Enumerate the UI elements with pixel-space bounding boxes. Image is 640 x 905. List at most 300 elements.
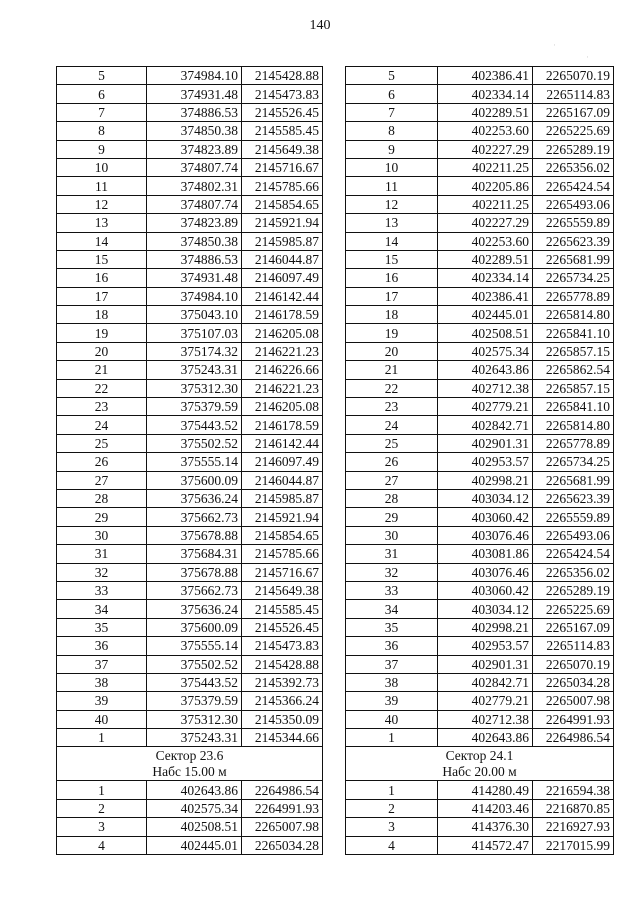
y-coordinate-cell: 2145649.38: [242, 581, 323, 599]
y-coordinate-cell: 2265007.98: [242, 818, 323, 836]
point-number-cell: 38: [57, 673, 147, 691]
point-number-cell: 19: [57, 324, 147, 342]
table-row: [346, 618, 614, 636]
table-row: [57, 361, 323, 379]
table-row: [57, 379, 323, 397]
y-coordinate-cell: 2216927.93: [533, 818, 614, 836]
table-row: [346, 287, 614, 305]
y-coordinate-cell: 2145473.83: [242, 637, 323, 655]
y-coordinate-cell: 2146205.08: [242, 398, 323, 416]
x-coordinate-cell: 375600.09: [147, 471, 242, 489]
y-coordinate-cell: 2265070.19: [533, 655, 614, 673]
point-number-cell: 16: [57, 269, 147, 287]
table-row: [57, 67, 323, 85]
table-row: [346, 836, 614, 854]
x-coordinate-cell: 374931.48: [147, 269, 242, 287]
point-number-cell: 1: [346, 781, 438, 799]
y-coordinate-cell: 2146142.44: [242, 287, 323, 305]
y-coordinate-cell: 2265356.02: [533, 158, 614, 176]
table-row: [57, 324, 323, 342]
point-number-cell: 38: [346, 673, 438, 691]
table-row: [346, 416, 614, 434]
page-number: 140: [309, 18, 331, 33]
x-coordinate-cell: 402508.51: [147, 818, 242, 836]
point-number-cell: 25: [57, 434, 147, 452]
table-row: [57, 673, 323, 691]
y-coordinate-cell: 2265857.15: [533, 379, 614, 397]
point-number-cell: 33: [346, 581, 438, 599]
y-coordinate-cell: 2145649.38: [242, 140, 323, 158]
point-number-cell: 24: [57, 416, 147, 434]
y-coordinate-cell: 2265814.80: [533, 416, 614, 434]
point-number-cell: 32: [57, 563, 147, 581]
point-number-cell: 18: [57, 306, 147, 324]
y-coordinate-cell: 2146221.23: [242, 379, 323, 397]
sector-title: Сектор 23.6: [155, 747, 224, 763]
table-row: [346, 545, 614, 563]
x-coordinate-cell: 402508.51: [438, 324, 533, 342]
table-row: [57, 710, 323, 728]
y-coordinate-cell: 2217015.99: [533, 836, 614, 854]
x-coordinate-cell: 375555.14: [147, 637, 242, 655]
table-row: [346, 434, 614, 452]
y-coordinate-cell: 2265225.69: [533, 122, 614, 140]
y-coordinate-cell: 2265289.19: [533, 140, 614, 158]
x-coordinate-cell: 375600.09: [147, 618, 242, 636]
x-coordinate-cell: 403076.46: [438, 526, 533, 544]
x-coordinate-cell: 403076.46: [438, 563, 533, 581]
y-coordinate-cell: 2145526.45: [242, 103, 323, 121]
x-coordinate-cell: 414203.46: [438, 799, 533, 817]
table-row: [57, 269, 323, 287]
x-coordinate-cell: 374984.10: [147, 287, 242, 305]
y-coordinate-cell: 2216870.85: [533, 799, 614, 817]
table-row: [57, 250, 323, 268]
table-row: [346, 158, 614, 176]
sector-height: Набс 15.00 м: [152, 763, 227, 779]
table-row: [346, 177, 614, 195]
x-coordinate-cell: 402211.25: [438, 195, 533, 213]
y-coordinate-cell: 2265167.09: [533, 103, 614, 121]
x-coordinate-cell: 375174.32: [147, 342, 242, 360]
y-coordinate-cell: 2265034.28: [533, 673, 614, 691]
point-number-cell: 27: [346, 471, 438, 489]
x-coordinate-cell: 375555.14: [147, 453, 242, 471]
point-number-cell: 3: [346, 818, 438, 836]
x-coordinate-cell: 403034.12: [438, 489, 533, 507]
table-row: [346, 781, 614, 799]
point-number-cell: 9: [57, 140, 147, 158]
scan-speck: ·: [586, 52, 589, 62]
point-number-cell: 17: [57, 287, 147, 305]
y-coordinate-cell: 2146178.59: [242, 416, 323, 434]
x-coordinate-cell: 402227.29: [438, 214, 533, 232]
x-coordinate-cell: 375043.10: [147, 306, 242, 324]
table-row: [346, 471, 614, 489]
point-number-cell: 2: [346, 799, 438, 817]
table-row: [57, 545, 323, 563]
table-row: [57, 453, 323, 471]
x-coordinate-cell: 375678.88: [147, 526, 242, 544]
y-coordinate-cell: 2265167.09: [533, 618, 614, 636]
x-coordinate-cell: 375243.31: [147, 729, 242, 747]
sector-header-row: [57, 747, 323, 781]
x-coordinate-cell: 402643.86: [438, 361, 533, 379]
table-row: [57, 637, 323, 655]
point-number-cell: 4: [57, 836, 147, 854]
table-row: [346, 818, 614, 836]
x-coordinate-cell: 402901.31: [438, 434, 533, 452]
point-number-cell: 25: [346, 434, 438, 452]
y-coordinate-cell: 2265841.10: [533, 324, 614, 342]
x-coordinate-cell: 402643.86: [438, 729, 533, 747]
y-coordinate-cell: 2265289.19: [533, 581, 614, 599]
y-coordinate-cell: 2264991.93: [533, 710, 614, 728]
point-number-cell: 14: [346, 232, 438, 250]
point-number-cell: 12: [346, 195, 438, 213]
point-number-cell: 9: [346, 140, 438, 158]
table-row: [57, 600, 323, 618]
y-coordinate-cell: 2265007.98: [533, 692, 614, 710]
point-number-cell: 28: [57, 489, 147, 507]
x-coordinate-cell: 402998.21: [438, 618, 533, 636]
table-row: [57, 416, 323, 434]
point-number-cell: 31: [57, 545, 147, 563]
x-coordinate-cell: 402842.71: [438, 416, 533, 434]
table-row: [57, 581, 323, 599]
table-row: [346, 67, 614, 85]
point-number-cell: 40: [57, 710, 147, 728]
x-coordinate-cell: 402643.86: [147, 781, 242, 799]
x-coordinate-cell: 402998.21: [438, 471, 533, 489]
table-row: [57, 508, 323, 526]
table-row: [57, 287, 323, 305]
table-row: [346, 692, 614, 710]
point-number-cell: 4: [346, 836, 438, 854]
point-number-cell: 22: [346, 379, 438, 397]
y-coordinate-cell: 2145585.45: [242, 600, 323, 618]
table-row: [57, 122, 323, 140]
y-coordinate-cell: 2265114.83: [533, 637, 614, 655]
x-coordinate-cell: 402334.14: [438, 269, 533, 287]
x-coordinate-cell: 375312.30: [147, 710, 242, 728]
x-coordinate-cell: 375312.30: [147, 379, 242, 397]
x-coordinate-cell: 414280.49: [438, 781, 533, 799]
x-coordinate-cell: 375502.52: [147, 434, 242, 452]
table-row: [346, 453, 614, 471]
x-coordinate-cell: 374807.74: [147, 158, 242, 176]
table-row: [346, 581, 614, 599]
y-coordinate-cell: 2145428.88: [242, 67, 323, 85]
y-coordinate-cell: 2145473.83: [242, 85, 323, 103]
point-number-cell: 32: [346, 563, 438, 581]
x-coordinate-cell: 402953.57: [438, 453, 533, 471]
table-row: [57, 158, 323, 176]
table-row: [57, 140, 323, 158]
sector-header-cell: [57, 747, 323, 781]
x-coordinate-cell: 402575.34: [147, 799, 242, 817]
point-number-cell: 10: [346, 158, 438, 176]
point-number-cell: 6: [346, 85, 438, 103]
point-number-cell: 12: [57, 195, 147, 213]
x-coordinate-cell: 375379.59: [147, 692, 242, 710]
y-coordinate-cell: 2265814.80: [533, 306, 614, 324]
point-number-cell: 33: [57, 581, 147, 599]
y-coordinate-cell: 2265681.99: [533, 250, 614, 268]
y-coordinate-cell: 2145716.67: [242, 563, 323, 581]
point-number-cell: 27: [57, 471, 147, 489]
table-row: [57, 836, 323, 854]
x-coordinate-cell: 402575.34: [438, 342, 533, 360]
x-coordinate-cell: 374850.38: [147, 232, 242, 250]
point-number-cell: 1: [57, 781, 147, 799]
y-coordinate-cell: 2265778.89: [533, 287, 614, 305]
table-row: [57, 398, 323, 416]
point-number-cell: 15: [57, 250, 147, 268]
table-row: [346, 398, 614, 416]
y-coordinate-cell: 2264986.54: [533, 729, 614, 747]
y-coordinate-cell: 2265623.39: [533, 489, 614, 507]
point-number-cell: 10: [57, 158, 147, 176]
table-row: [346, 140, 614, 158]
table-row: [57, 655, 323, 673]
y-coordinate-cell: 2265424.54: [533, 545, 614, 563]
point-number-cell: 39: [57, 692, 147, 710]
point-number-cell: 1: [57, 729, 147, 747]
y-coordinate-cell: 2145716.67: [242, 158, 323, 176]
y-coordinate-cell: 2216594.38: [533, 781, 614, 799]
table-row: [57, 489, 323, 507]
point-number-cell: 34: [346, 600, 438, 618]
table-row: [346, 306, 614, 324]
point-number-cell: 20: [57, 342, 147, 360]
x-coordinate-cell: 402289.51: [438, 103, 533, 121]
point-number-cell: 18: [346, 306, 438, 324]
point-number-cell: 28: [346, 489, 438, 507]
table-row: [346, 489, 614, 507]
point-number-cell: 36: [346, 637, 438, 655]
y-coordinate-cell: 2265114.83: [533, 85, 614, 103]
table-row: [346, 324, 614, 342]
x-coordinate-cell: 403034.12: [438, 600, 533, 618]
table-row: [346, 232, 614, 250]
table-row: [346, 379, 614, 397]
point-number-cell: 17: [346, 287, 438, 305]
table-row: [346, 673, 614, 691]
table-row: [57, 618, 323, 636]
y-coordinate-cell: 2146044.87: [242, 250, 323, 268]
point-number-cell: 26: [346, 453, 438, 471]
point-number-cell: 8: [346, 122, 438, 140]
point-number-cell: 22: [57, 379, 147, 397]
y-coordinate-cell: 2146178.59: [242, 306, 323, 324]
table-row: [57, 818, 323, 836]
x-coordinate-cell: 374984.10: [147, 67, 242, 85]
x-coordinate-cell: 375678.88: [147, 563, 242, 581]
x-coordinate-cell: 402842.71: [438, 673, 533, 691]
point-number-cell: 30: [346, 526, 438, 544]
table-row: [57, 195, 323, 213]
point-number-cell: 39: [346, 692, 438, 710]
point-number-cell: 13: [346, 214, 438, 232]
y-coordinate-cell: 2145350.09: [242, 710, 323, 728]
x-coordinate-cell: 402901.31: [438, 655, 533, 673]
x-coordinate-cell: 402712.38: [438, 379, 533, 397]
table-row: [346, 214, 614, 232]
table-row: [346, 361, 614, 379]
point-number-cell: 19: [346, 324, 438, 342]
x-coordinate-cell: 402953.57: [438, 637, 533, 655]
table-row: [57, 563, 323, 581]
y-coordinate-cell: 2145785.66: [242, 545, 323, 563]
x-coordinate-cell: 374931.48: [147, 85, 242, 103]
point-number-cell: 8: [57, 122, 147, 140]
point-number-cell: 6: [57, 85, 147, 103]
point-number-cell: 14: [57, 232, 147, 250]
table-row: [57, 729, 323, 747]
sector-header-row: [346, 747, 614, 781]
point-number-cell: 34: [57, 600, 147, 618]
point-number-cell: 15: [346, 250, 438, 268]
y-coordinate-cell: 2265862.54: [533, 361, 614, 379]
sector-height: Набс 20.00 м: [442, 763, 517, 779]
y-coordinate-cell: 2145428.88: [242, 655, 323, 673]
table-row: [57, 471, 323, 489]
x-coordinate-cell: 375662.73: [147, 581, 242, 599]
y-coordinate-cell: 2264986.54: [242, 781, 323, 799]
point-number-cell: 29: [346, 508, 438, 526]
y-coordinate-cell: 2265857.15: [533, 342, 614, 360]
table-row: [57, 526, 323, 544]
x-coordinate-cell: 402712.38: [438, 710, 533, 728]
y-coordinate-cell: 2264991.93: [242, 799, 323, 817]
table-row: [346, 526, 614, 544]
y-coordinate-cell: 2265681.99: [533, 471, 614, 489]
x-coordinate-cell: 403060.42: [438, 508, 533, 526]
x-coordinate-cell: 402779.21: [438, 398, 533, 416]
y-coordinate-cell: 2145921.94: [242, 508, 323, 526]
table-row: [346, 103, 614, 121]
point-number-cell: 36: [57, 637, 147, 655]
x-coordinate-cell: 374850.38: [147, 122, 242, 140]
y-coordinate-cell: 2265070.19: [533, 67, 614, 85]
table-row: [346, 85, 614, 103]
table-row: [346, 729, 614, 747]
x-coordinate-cell: 374802.31: [147, 177, 242, 195]
y-coordinate-cell: 2265734.25: [533, 269, 614, 287]
x-coordinate-cell: 374823.89: [147, 214, 242, 232]
point-number-cell: 26: [57, 453, 147, 471]
y-coordinate-cell: 2146044.87: [242, 471, 323, 489]
point-number-cell: 1: [346, 729, 438, 747]
point-number-cell: 20: [346, 342, 438, 360]
scan-speck: ·: [553, 40, 556, 50]
y-coordinate-cell: 2265493.06: [533, 526, 614, 544]
point-number-cell: 3: [57, 818, 147, 836]
x-coordinate-cell: 375636.24: [147, 600, 242, 618]
y-coordinate-cell: 2265225.69: [533, 600, 614, 618]
x-coordinate-cell: 402334.14: [438, 85, 533, 103]
x-coordinate-cell: 374807.74: [147, 195, 242, 213]
x-coordinate-cell: 402779.21: [438, 692, 533, 710]
x-coordinate-cell: 402445.01: [147, 836, 242, 854]
table-row: [57, 434, 323, 452]
x-coordinate-cell: 402211.25: [438, 158, 533, 176]
x-coordinate-cell: 375443.52: [147, 673, 242, 691]
table-row: [346, 342, 614, 360]
point-number-cell: 35: [57, 618, 147, 636]
x-coordinate-cell: 402289.51: [438, 250, 533, 268]
y-coordinate-cell: 2265734.25: [533, 453, 614, 471]
table-row: [346, 195, 614, 213]
table-row: [57, 781, 323, 799]
x-coordinate-cell: 375379.59: [147, 398, 242, 416]
x-coordinate-cell: 402227.29: [438, 140, 533, 158]
table-row: [57, 799, 323, 817]
y-coordinate-cell: 2265356.02: [533, 563, 614, 581]
table-row: [346, 655, 614, 673]
point-number-cell: 5: [57, 67, 147, 85]
sector-title: Сектор 24.1: [445, 747, 514, 763]
table-row: [346, 508, 614, 526]
table-row: [346, 799, 614, 817]
y-coordinate-cell: 2265559.89: [533, 508, 614, 526]
y-coordinate-cell: 2265559.89: [533, 214, 614, 232]
point-number-cell: 21: [346, 361, 438, 379]
point-number-cell: 16: [346, 269, 438, 287]
point-number-cell: 13: [57, 214, 147, 232]
table-row: [57, 232, 323, 250]
point-number-cell: 30: [57, 526, 147, 544]
y-coordinate-cell: 2146097.49: [242, 269, 323, 287]
table-row: [57, 214, 323, 232]
table-row: [57, 692, 323, 710]
point-number-cell: 11: [346, 177, 438, 195]
table-row: [346, 122, 614, 140]
sector-header-cell: [346, 747, 614, 781]
table-row: [57, 306, 323, 324]
x-coordinate-cell: 375243.31: [147, 361, 242, 379]
y-coordinate-cell: 2145526.45: [242, 618, 323, 636]
table-row: [346, 600, 614, 618]
point-number-cell: 5: [346, 67, 438, 85]
point-number-cell: 11: [57, 177, 147, 195]
x-coordinate-cell: 402445.01: [438, 306, 533, 324]
point-number-cell: 31: [346, 545, 438, 563]
y-coordinate-cell: 2145921.94: [242, 214, 323, 232]
point-number-cell: 23: [57, 398, 147, 416]
y-coordinate-cell: 2265034.28: [242, 836, 323, 854]
point-number-cell: 7: [346, 103, 438, 121]
x-coordinate-cell: 375502.52: [147, 655, 242, 673]
table-row: [57, 103, 323, 121]
y-coordinate-cell: 2265778.89: [533, 434, 614, 452]
y-coordinate-cell: 2145366.24: [242, 692, 323, 710]
point-number-cell: 7: [57, 103, 147, 121]
x-coordinate-cell: 414572.47: [438, 836, 533, 854]
point-number-cell: 40: [346, 710, 438, 728]
y-coordinate-cell: 2145985.87: [242, 489, 323, 507]
x-coordinate-cell: 403060.42: [438, 581, 533, 599]
x-coordinate-cell: 402253.60: [438, 232, 533, 250]
point-number-cell: 37: [57, 655, 147, 673]
point-number-cell: 2: [57, 799, 147, 817]
coordinates-table-right: [345, 66, 614, 855]
point-number-cell: 37: [346, 655, 438, 673]
x-coordinate-cell: 374886.53: [147, 103, 242, 121]
y-coordinate-cell: 2145344.66: [242, 729, 323, 747]
x-coordinate-cell: 402386.41: [438, 67, 533, 85]
